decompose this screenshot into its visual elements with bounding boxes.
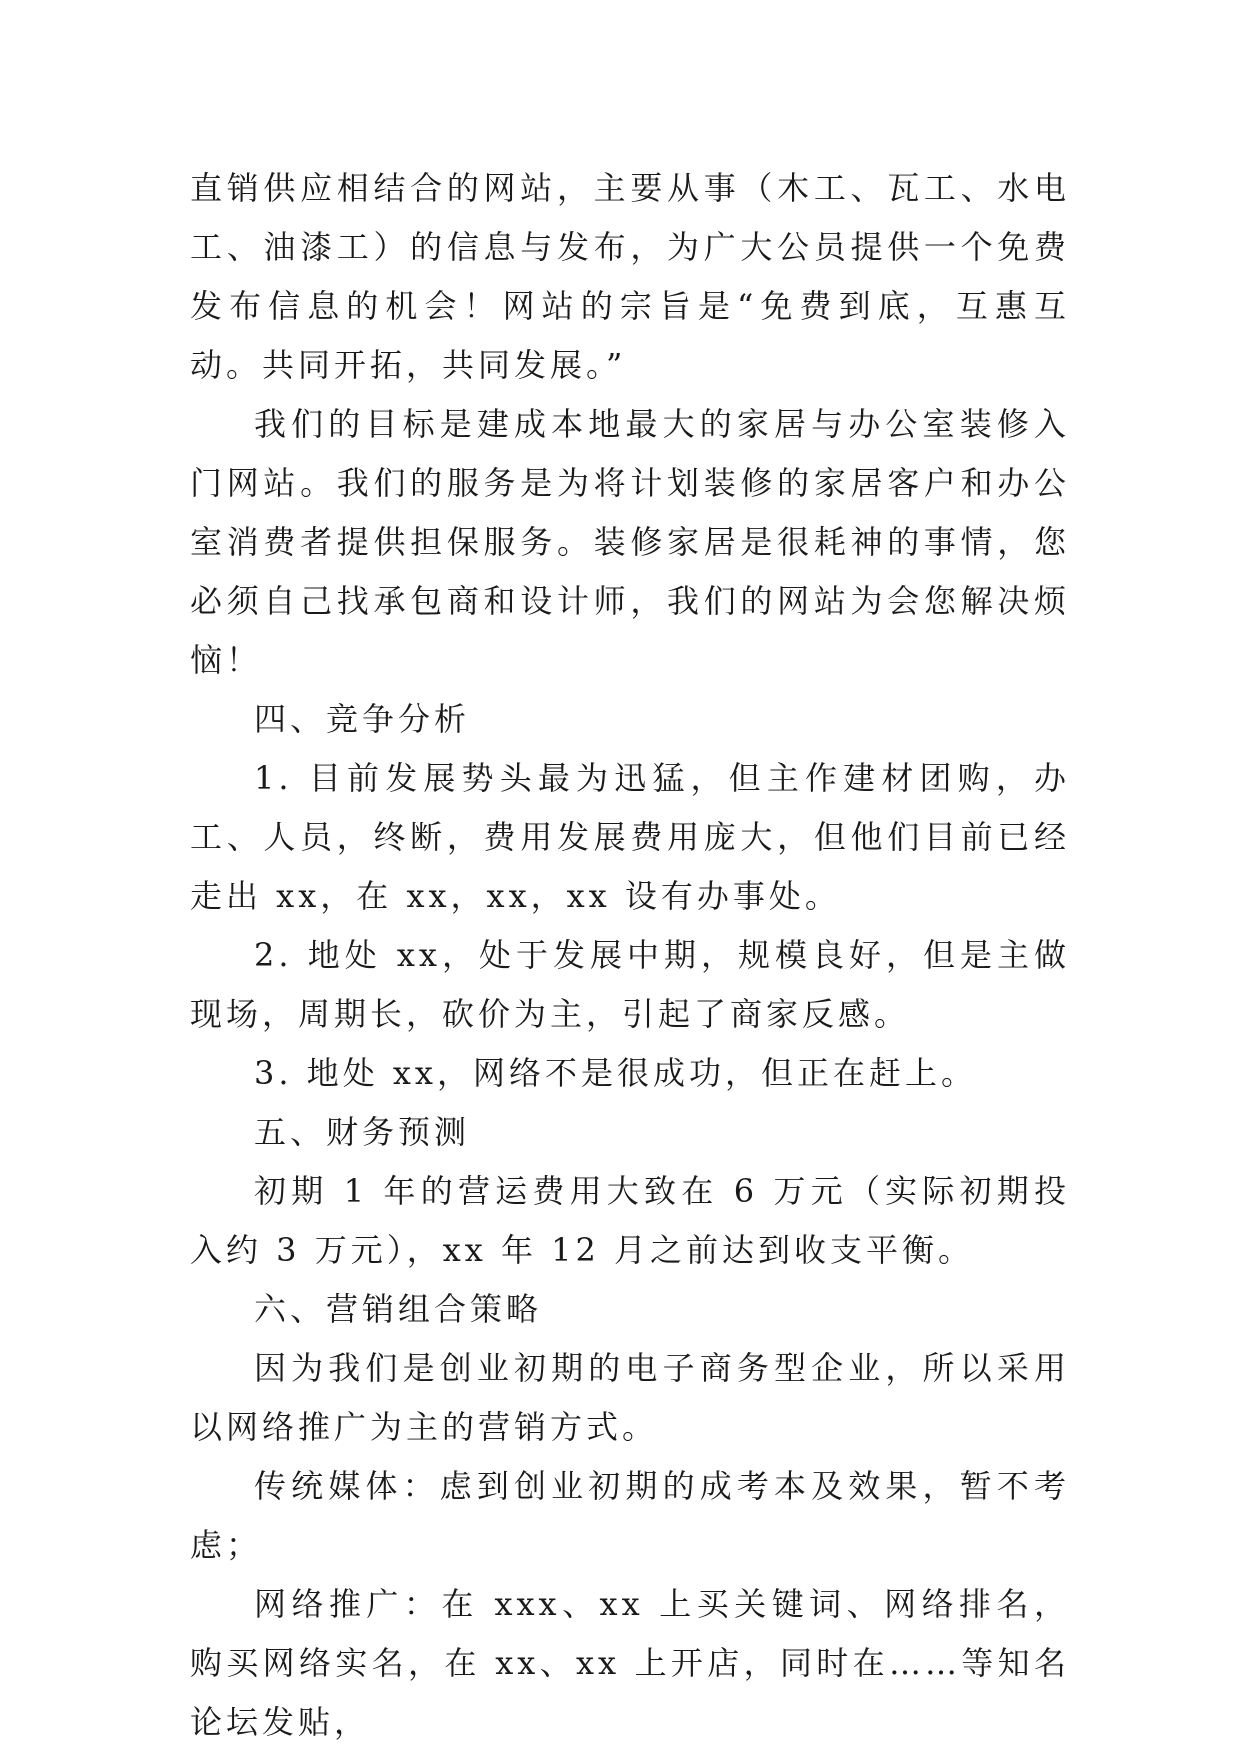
list-item-competitor-3: 3. 地处 xx，网络不是很成功，但正在赶上。 xyxy=(254,1054,977,1092)
paragraph-goal: 我们的目标是建成本地最大的家居与办公室装修入门网站。我们的服务是为将计划装修的家居客户和办公室消费者提供担保服务。装修家居是很耗神的事情，您必须自己找承包商和设计师，我们的网站为会您解决烦恼！ xyxy=(190,405,1070,679)
heading-financial-forecast: 五、财务预测 xyxy=(254,1113,471,1151)
heading-marketing-strategy: 六、营销组合策略 xyxy=(254,1290,543,1328)
paragraph-continuation: 直销供应相结合的网站，主要从事（木工、瓦工、水电工、油漆工）的信息与发布，为广大公员提供一个免费发布信息的机会！网站的宗旨是“免费到底，互惠互动。共同开拓，共同发展。” xyxy=(190,169,1070,384)
list-item-competitor-1: 1. 目前发展势头最为迅猛，但主作建材团购，办工、人员，终断，费用发展费用庞大，但他们目前已经走出 xx，在 xx，xx，xx 设有办事处。 xyxy=(190,759,1070,915)
paragraph-traditional-media: 传统媒体：虑到创业初期的成考本及效果，暂不考虑； xyxy=(190,1467,1070,1564)
heading-competition-analysis: 四、竞争分析 xyxy=(254,700,471,738)
list-item-competitor-2: 2. 地处 xx，处于发展中期，规模良好，但是主做现场，周期长，砍价为主，引起了商家反感。 xyxy=(190,936,1070,1033)
paragraph-online-promotion: 网络推广：在 xxx、xx 上买关键词、网络排名，购买网络实名，在 xx、xx 上开店，同时在……等知名论坛发贴， xyxy=(190,1585,1070,1741)
paragraph-financial-forecast: 初期 1 年的营运费用大致在 6 万元（实际初期投入约 3 万元），xx 年 12 月之前达到收支平衡。 xyxy=(190,1172,1070,1269)
paragraph-marketing-approach: 因为我们是创业初期的电子商务型企业，所以采用以网络推广为主的营销方式。 xyxy=(190,1349,1070,1446)
document-body xyxy=(190,159,1070,1752)
